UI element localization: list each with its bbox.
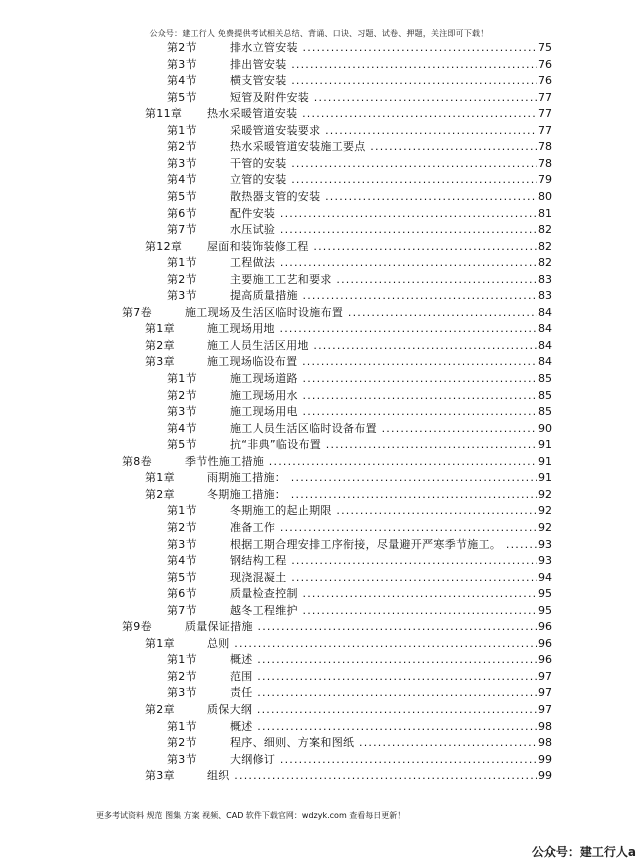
toc-entry bbox=[167, 388, 552, 405]
toc-entry bbox=[145, 636, 552, 653]
toc-entry bbox=[167, 520, 552, 537]
toc-entry-page: 91 bbox=[537, 470, 552, 487]
toc-entry-title: 配件安装 bbox=[230, 206, 276, 220]
toc-entry-label: 第3章 bbox=[145, 355, 175, 369]
toc-entry bbox=[122, 454, 552, 471]
toc-entry-title: 排水立管安装 bbox=[230, 41, 298, 54]
toc-entry-label: 第3节 bbox=[167, 752, 197, 766]
toc-entry-page: 78 bbox=[537, 156, 552, 173]
toc-entry-label: 第2章 bbox=[145, 338, 175, 352]
toc-entry-title: 施工现场道路 bbox=[230, 372, 298, 385]
toc-entry-label: 第2节 bbox=[167, 736, 197, 750]
toc-entry-title: 季节性施工措施 bbox=[185, 454, 265, 468]
toc-entry bbox=[167, 669, 552, 686]
toc-entry-label: 第12章 bbox=[145, 239, 183, 253]
toc-entry-title: 质量检查控制 bbox=[230, 587, 298, 601]
toc-entry bbox=[167, 371, 552, 388]
toc-entry-title: 立管的安装 bbox=[230, 173, 287, 187]
toc-entry bbox=[167, 40, 552, 57]
toc-entry-label: 第4节 bbox=[167, 74, 197, 88]
toc-entry bbox=[167, 139, 552, 156]
toc-entry-label: 第11章 bbox=[145, 107, 183, 121]
toc-entry-page: 97 bbox=[537, 685, 552, 702]
toc-entry bbox=[122, 305, 552, 322]
toc-entry bbox=[145, 487, 552, 504]
toc-entry bbox=[167, 735, 552, 752]
toc-entry bbox=[167, 437, 552, 454]
toc-entry-page: 91 bbox=[537, 437, 552, 454]
toc-entry-label: 第1节 bbox=[167, 256, 197, 270]
toc-entry-title: 主要施工工艺和要求 bbox=[230, 272, 332, 286]
toc-entry-title: 屋面和装饰装修工程 bbox=[207, 239, 309, 253]
toc-entry-page: 95 bbox=[537, 586, 552, 603]
toc-entry-title: 根据工期合理安排工序衔接，尽量避开严寒季节施工。 bbox=[230, 537, 502, 551]
toc-entry-label: 第2节 bbox=[167, 140, 197, 154]
toc-entry-page: 97 bbox=[537, 669, 552, 686]
toc-entry bbox=[145, 702, 552, 719]
toc-entry bbox=[167, 172, 552, 189]
toc-entry-page: 99 bbox=[537, 752, 552, 769]
toc-entry-label: 第6节 bbox=[167, 587, 197, 601]
toc-entry-page: 99 bbox=[537, 768, 552, 785]
toc-entry-title: 热水采暖管道安装施工要点 bbox=[230, 140, 366, 154]
toc-entry-title: 散热器支管的安装 bbox=[230, 189, 321, 203]
toc-entry-page: 96 bbox=[537, 636, 552, 653]
toc-entry-label: 第7节 bbox=[167, 223, 197, 237]
toc-entry bbox=[122, 619, 552, 636]
toc-entry-label: 第5节 bbox=[167, 438, 197, 452]
toc-entry-page: 92 bbox=[537, 503, 552, 520]
toc-entry-label: 第7节 bbox=[167, 603, 197, 617]
toc-entry-title: 范围 bbox=[230, 669, 253, 683]
toc-entry-title: 施工现场及生活区临时设施布置 bbox=[185, 305, 344, 319]
toc-entry-page: 93 bbox=[537, 537, 552, 554]
toc-entry-label: 第2节 bbox=[167, 669, 197, 683]
toc-entry-page: 96 bbox=[537, 619, 552, 636]
toc-entry bbox=[167, 603, 552, 620]
toc-entry-page: 77 bbox=[537, 106, 552, 123]
toc-entry bbox=[145, 470, 552, 487]
toc-entry-label: 第3章 bbox=[145, 769, 175, 783]
toc-entry-page: 90 bbox=[537, 421, 552, 438]
toc-entry-title: 概述 bbox=[230, 719, 253, 733]
toc-entry-label: 第4节 bbox=[167, 173, 197, 187]
toc-entry-title: 程序、细则、方案和图纸 bbox=[230, 736, 355, 750]
toc-entry-title: 冬期施工的起止期限 bbox=[230, 504, 332, 518]
toc-entry-label: 第3节 bbox=[167, 686, 197, 700]
toc-entry bbox=[167, 156, 552, 173]
toc-entry bbox=[167, 570, 552, 587]
toc-entry-title: 施工人员生活区用地 bbox=[207, 338, 309, 352]
toc-entry-label: 第5节 bbox=[167, 570, 197, 584]
toc-entry-page: 83 bbox=[537, 272, 552, 289]
toc-entry-title: 横支管安装 bbox=[230, 74, 287, 88]
toc-entry-title: 短管及附件安装 bbox=[230, 90, 310, 104]
toc-entry-title: 施工现场用水 bbox=[230, 388, 298, 402]
toc-entry-label: 第1节 bbox=[167, 372, 197, 385]
toc-entry-label: 第3节 bbox=[167, 156, 197, 170]
toc-entry-label: 第4节 bbox=[167, 421, 197, 435]
page-footer-notice: 更多考试资料 规范 图集 方案 视频、CAD 软件下载官网：wdzyk.com 查看每日更新！ bbox=[96, 811, 406, 820]
toc-entry-page: 76 bbox=[537, 57, 552, 74]
toc-entry-title: 大纲修订 bbox=[230, 752, 276, 766]
toc-entry-page: 79 bbox=[537, 172, 552, 189]
toc-entry-title: 雨期施工措施： bbox=[207, 471, 287, 485]
toc-entry bbox=[167, 503, 552, 520]
toc-entry-title: 热水采暖管道安装 bbox=[207, 107, 298, 121]
toc-entry-title: 责任 bbox=[230, 686, 253, 700]
toc-entry-title: 总则 bbox=[207, 636, 230, 650]
toc-entry bbox=[167, 73, 552, 90]
toc-entry-title: 水压试验 bbox=[230, 223, 276, 237]
toc-entry-page: 92 bbox=[537, 487, 552, 504]
toc-entry-page: 84 bbox=[537, 354, 552, 371]
toc-entry-label: 第2章 bbox=[145, 703, 175, 716]
toc-entry-title: 现浇混凝土 bbox=[230, 570, 287, 584]
toc-entry bbox=[167, 222, 552, 239]
toc-entry-title: 组织 bbox=[207, 769, 230, 783]
toc-entry-title: 冬期施工措施： bbox=[207, 487, 287, 501]
toc-entry-page: 75 bbox=[537, 40, 552, 57]
toc-entry-page: 78 bbox=[537, 139, 552, 156]
toc-entry bbox=[167, 272, 552, 289]
toc-entry-page: 77 bbox=[537, 123, 552, 140]
toc-entry-label: 第1节 bbox=[167, 719, 197, 733]
toc-entry-label: 第3节 bbox=[167, 289, 197, 303]
toc-entry-page: 81 bbox=[537, 206, 552, 223]
toc-entry bbox=[167, 421, 552, 438]
toc-entry bbox=[145, 106, 552, 123]
toc-entry-page: 77 bbox=[537, 90, 552, 107]
toc-entry bbox=[167, 288, 552, 305]
toc-entry-page: 85 bbox=[537, 404, 552, 421]
toc-entry-title: 采暖管道安装要求 bbox=[230, 123, 321, 137]
toc-entry-label: 第1节 bbox=[167, 123, 197, 137]
toc-entry-page: 91 bbox=[537, 454, 552, 471]
toc-entry-label: 第1节 bbox=[167, 504, 197, 518]
toc-entry-page: 84 bbox=[537, 321, 552, 338]
toc-entry bbox=[145, 321, 552, 338]
toc-entry-page: 82 bbox=[537, 239, 552, 256]
toc-entry-label: 第9卷 bbox=[122, 620, 152, 634]
toc-entry-page: 97 bbox=[537, 702, 552, 719]
brand-watermark: 公众号：建工行人a bbox=[531, 845, 636, 859]
toc-entry bbox=[167, 719, 552, 736]
toc-entry bbox=[167, 57, 552, 74]
toc-entry bbox=[167, 206, 552, 223]
toc-entry bbox=[167, 752, 552, 769]
toc-entry-label: 第4节 bbox=[167, 554, 197, 568]
toc-entry bbox=[167, 123, 552, 140]
page-header-notice: 公众号：建工行人 免费提供考试相关总结、背诵、口诀、习题、试卷、押题，关注即可下载！ bbox=[149, 29, 489, 38]
toc-entry-label: 第2节 bbox=[167, 388, 197, 402]
toc-entry-label: 第3节 bbox=[167, 405, 197, 419]
toc-entry bbox=[167, 586, 552, 603]
toc-entry-label: 第3节 bbox=[167, 57, 197, 71]
toc-entry-title: 质量保证措施 bbox=[185, 620, 253, 634]
toc-entry-title: 干管的安装 bbox=[230, 156, 287, 170]
toc-entry bbox=[167, 553, 552, 570]
toc-entry-label: 第1章 bbox=[145, 322, 175, 336]
toc-entry-title: 工程做法 bbox=[230, 256, 276, 270]
toc-entry-page: 84 bbox=[537, 338, 552, 355]
toc-entry-page: 94 bbox=[537, 570, 552, 587]
toc-entry-page: 85 bbox=[537, 388, 552, 405]
toc-entry-page: 98 bbox=[537, 719, 552, 736]
toc-entry-page: 82 bbox=[537, 255, 552, 272]
toc-entry-page: 84 bbox=[537, 305, 552, 322]
toc-entry-title: 排出管安装 bbox=[230, 57, 287, 71]
toc-entry-page: 85 bbox=[537, 371, 552, 388]
toc-entry bbox=[167, 189, 552, 206]
toc-entry-title: 施工人员生活区临时设备布置 bbox=[230, 421, 377, 435]
toc-entry bbox=[145, 354, 552, 371]
toc-entry-label: 第6节 bbox=[167, 206, 197, 220]
toc-entry-title: 钢结构工程 bbox=[230, 554, 287, 568]
toc-entry-page: 92 bbox=[537, 520, 552, 537]
toc-entry-title: 施工现场临设布置 bbox=[207, 355, 298, 369]
toc-entry-label: 第2节 bbox=[167, 520, 197, 534]
toc-entry-title: 质保大纲 bbox=[207, 703, 253, 716]
toc-entry-label: 第2节 bbox=[167, 272, 197, 286]
toc-entry-label: 第3节 bbox=[167, 537, 197, 551]
toc-entry-page: 80 bbox=[537, 189, 552, 206]
toc-entry-page: 93 bbox=[537, 553, 552, 570]
toc-entry bbox=[145, 239, 552, 256]
toc-entry-page: 98 bbox=[537, 735, 552, 752]
toc-entry-title: 越冬工程维护 bbox=[230, 603, 298, 617]
toc-entry-title: 抗“非典”临设布置 bbox=[230, 438, 322, 452]
toc-entry-label: 第1章 bbox=[145, 471, 175, 485]
toc-entry-page: 96 bbox=[537, 652, 552, 669]
toc-entry-label: 第5节 bbox=[167, 189, 197, 203]
toc-entry-label: 第5节 bbox=[167, 90, 197, 104]
toc-entry-label: 第2节 bbox=[167, 41, 197, 54]
toc-entry-label: 第1节 bbox=[167, 653, 197, 667]
toc-entry-label: 第1章 bbox=[145, 636, 175, 650]
toc-entry-page: 83 bbox=[537, 288, 552, 305]
toc-entry-title: 概述 bbox=[230, 653, 253, 667]
toc-entry bbox=[167, 537, 552, 554]
toc-entry bbox=[167, 90, 552, 107]
toc-entry-title: 施工现场用地 bbox=[207, 322, 275, 336]
toc-entry-label: 第7卷 bbox=[122, 305, 152, 319]
toc-entry bbox=[145, 768, 552, 785]
toc-entry-title: 提高质量措施 bbox=[230, 289, 298, 303]
toc-entry-label: 第8卷 bbox=[122, 454, 152, 468]
toc-entry-title: 施工现场用电 bbox=[230, 405, 298, 419]
toc-entry bbox=[145, 338, 552, 355]
toc-entry bbox=[167, 255, 552, 272]
toc-entry-label: 第2章 bbox=[145, 487, 175, 501]
toc-entry-page: 82 bbox=[537, 222, 552, 239]
toc-entry bbox=[167, 685, 552, 702]
toc-entry bbox=[167, 652, 552, 669]
toc-entry-page: 95 bbox=[537, 603, 552, 620]
toc-entry-title: 准备工作 bbox=[230, 520, 276, 534]
toc-entry-page: 76 bbox=[537, 73, 552, 90]
toc-entry bbox=[167, 404, 552, 421]
